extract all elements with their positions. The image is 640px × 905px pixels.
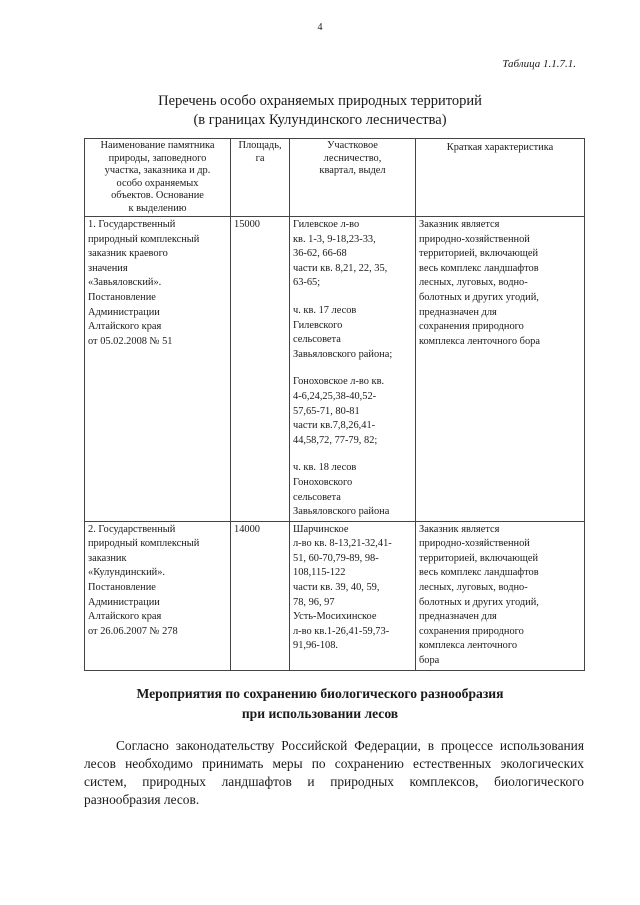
cell-area: 15000: [231, 217, 290, 522]
protected-areas-table: [84, 138, 585, 671]
table-label: Таблица 1.1.7.1.: [502, 58, 576, 70]
page-number: 4: [317, 22, 323, 33]
body-paragraph: Согласно законодательству Российской Федерации, в процессе использования лесов необходимо принимать меры по сохранению естественных экологических систем, природных ландшафтов и природных комплексов, биологического разнообразия лесов.: [84, 738, 584, 807]
table-row: [85, 217, 585, 522]
table-row: [85, 521, 585, 670]
cell-location: Гилевское л-во кв. 1-3, 9-18,23-33, 36-62, 66-68 части кв. 8,21, 22, 35, 63-65; ч. кв. 17 лесов Гилевского сельсовета Завьяловского района; Гоноховское л-во кв. 4-6,24,25,38-40,52- 57,65-71, 80-81 части кв.7,8,26,41- 44,58,72, 77-79, 82; ч. кв. 18 лесов Гоноховского сельсовета Завьяловского района: [290, 217, 416, 522]
document-title: [0, 92, 640, 130]
section-heading: [0, 684, 640, 724]
cell-area: 14000: [231, 521, 290, 670]
header-name: Наименование памятника природы, заповедного участка, заказника и др. особо охраняемых объектов. Основание к выделению: [85, 139, 231, 217]
cell-location: Шарчинское л-во кв. 8-13,21-32,41- 51, 60-70,79-89, 98- 108,115-122 части кв. 39, 40, 59, 78, 96, 97 Усть-Мосихинское л-во кв.1-26,41-59,73- 91,96-108.: [290, 521, 416, 670]
title-line-2: (в границах Кулундинского лесничества): [193, 112, 447, 128]
section-heading-line-2: при использовании лесов: [241, 706, 399, 721]
cell-name: 1. Государственный природный комплексный заказник краевого значения «Завьяловский». Постановление Администрации Алтайского края от 05.02.2008 № 51: [85, 217, 231, 522]
header-description: Краткая характеристика: [416, 139, 585, 217]
cell-description: Заказник является природно-хозяйственной территорией, включающей весь комплекс ландшафтов лесных, луговых, водно- болотных и других угодий, предназначен для сохранения природного комплекса ленточного бора: [416, 521, 585, 670]
header-area: Площадь, га: [231, 139, 290, 217]
cell-name: 2. Государственный природный комплексный заказник «Кулундинский». Постановление Администрации Алтайского края от 26.06.2007 № 278: [85, 521, 231, 670]
cell-description: Заказник является природно-хозяйственной территорией, включающей весь комплекс ландшафтов лесных, луговых, водно- болотных и других угодий, предназначен для сохранения природного комплекса ленточного бора: [416, 217, 585, 522]
table-header-row: [85, 139, 585, 217]
section-heading-line-1: Мероприятия по сохранению биологического разнообразия: [136, 686, 504, 701]
header-location: Участковое лесничество, квартал, выдел: [290, 139, 416, 217]
title-line-1: Перечень особо охраняемых природных территорий: [158, 93, 482, 109]
